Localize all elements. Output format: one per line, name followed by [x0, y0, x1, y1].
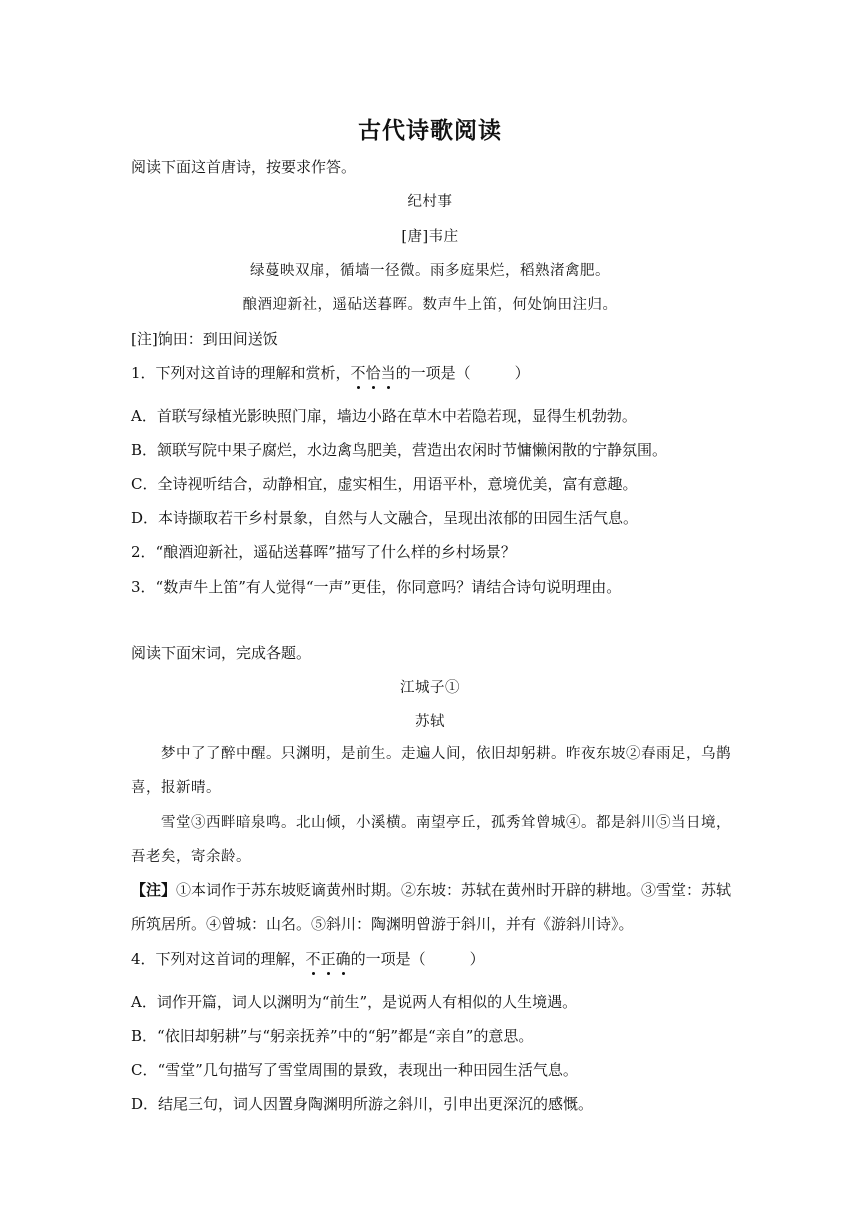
emphasis-char: 不 — [305, 950, 321, 968]
q1-option-b: B．颔联写院中果子腐烂，水边禽鸟肥美，营造出农闲时节慵懒闲散的宁静氛围。 — [131, 441, 668, 459]
q1-option-d: D．本诗撷取若干乡村景象，自然与人文融合，呈现出浓郁的田园生活气息。 — [131, 509, 639, 527]
note-label: 【注】 — [131, 881, 177, 899]
poem2-author: 苏轼 — [415, 714, 445, 730]
note-text-1: ①本词作于苏东坡贬谪黄州时期。②东坡：苏轼在黄州时开辟的耕地。③雪堂：苏轼 — [176, 881, 732, 899]
poem2-para1-line1: 梦中了了醉中醒。只渊明，是前生。走遍人间，依旧却躬耕。昨夜东坡②春雨足，乌鹊 — [161, 746, 731, 762]
q4-option-c: C．“雪堂”几句描写了雪堂周围的景致，表现出一种田园生活气息。 — [131, 1061, 578, 1079]
question-4-prefix: 4．下列对这首词的理解， — [131, 950, 306, 968]
section1-instruction: 阅读下面这首唐诗，按要求作答。 — [131, 158, 357, 176]
poem2-para2-line2: 吾老矣，寄余龄。 — [131, 849, 251, 865]
question-4-suffix: 的一项是（ — [350, 950, 426, 968]
section2-instruction: 阅读下面宋词，完成各题。 — [131, 644, 312, 662]
poem2-para1-line2: 喜，报新晴。 — [131, 780, 221, 796]
poem1-line2: 酿酒迎新社，遥砧送暮晖。数声牛上笛，何处饷田注归。 — [242, 297, 618, 313]
poem2-para2-line1: 雪堂③西畔暗泉鸣。北山倾，小溪横。南望亭丘，孤秀耸曾城④。都是斜川⑤当日境， — [161, 815, 731, 831]
q1-option-a: A．首联写绿植光影映照门扉，墙边小路在草木中若隐若现，显得生机勃勃。 — [131, 407, 637, 425]
question-4-close: ） — [469, 950, 485, 968]
question-4 — [131, 948, 731, 969]
poem1-line1: 绿蔓映双扉，循墙一径微。雨多庭果烂，稻熟渚禽肥。 — [250, 263, 610, 279]
poem1-title: 纪村事 — [407, 194, 453, 210]
q4-option-b: B．“依旧却躬耕”与“躬亲抚养”中的“躬”都是“亲自”的意思。 — [131, 1027, 534, 1045]
poem2-note-line2: 所筑居所。④曾城：山名。⑤斜川：陶渊明曾游于斜川，并有《游斜川诗》。 — [131, 915, 634, 933]
q1-option-c: C．全诗视听结合，动静相宜，虚实相生，用语平朴，意境优美，富有意趣。 — [131, 475, 638, 493]
question-1-suffix: 的一项是（ — [395, 364, 471, 382]
emphasis-char: 恰 — [365, 364, 381, 382]
question-1-prefix: 1．下列对这首诗的理解和赏析， — [131, 364, 351, 382]
poem1-author: [唐]韦庄 — [401, 229, 459, 245]
question-1-close: ） — [514, 364, 530, 382]
q4-option-a: A．词作开篇，词人以渊明为“前生”，是说两人有相似的人生境遇。 — [131, 993, 578, 1011]
emphasis-char: 正 — [320, 950, 336, 968]
page-title: 古代诗歌阅读 — [358, 118, 502, 144]
emphasis-char: 确 — [335, 950, 351, 968]
q4-option-d: D．结尾三句，词人因置身陶渊明所游之斜川，引申出更深沉的感慨。 — [131, 1095, 594, 1113]
poem1-note: [注]饷田：到田间送饭 — [131, 330, 278, 348]
emphasis-char: 当 — [380, 364, 396, 382]
poem2-title: 江城子① — [400, 680, 460, 696]
question-3: 3．“数声牛上笛”有人觉得“一声”更佳，你同意吗？请结合诗句说明理由。 — [131, 578, 622, 596]
emphasis-char: 不 — [350, 364, 366, 382]
question-1 — [131, 362, 731, 383]
poem2-note-line1 — [131, 879, 731, 900]
question-2: 2．“酿酒迎新社，遥砧送暮晖”描写了什么样的乡村场景？ — [131, 543, 516, 561]
